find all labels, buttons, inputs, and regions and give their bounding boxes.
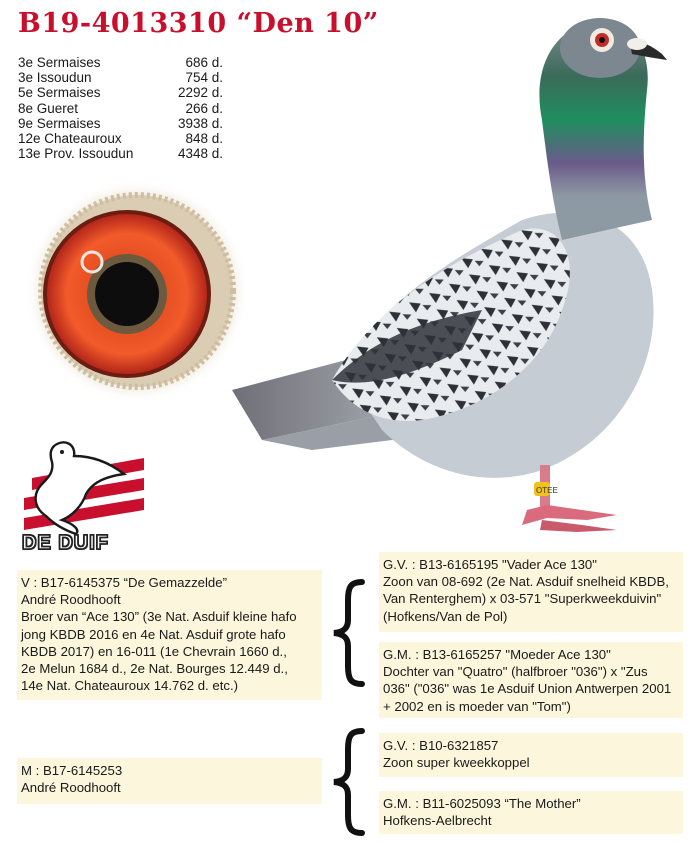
grandparent-line: Van Renterghem) x 03-571 "Superkweekduivin" [383, 591, 662, 607]
curly-brace-icon [328, 578, 372, 688]
father-line: V : B17-6145375 “De Gemazzelde” [21, 575, 227, 590]
result-distance: 754 d. [185, 70, 223, 86]
pedigree-father-box [17, 570, 322, 700]
pigeon-title: B19-4013310 “Den 10” [18, 8, 379, 39]
father-line: André Roodhooft [21, 592, 121, 608]
mother-line: André Roodhooft [21, 780, 121, 796]
father-line: Broer van “Ace 130” (3e Nat. Asduif kleine hafo [21, 609, 297, 625]
grandparent-line: Hofkens-Aelbrecht [383, 813, 492, 829]
pedigree-grandfather-paternal-box [379, 552, 683, 632]
pedigree-grandmother-paternal-box [379, 642, 683, 718]
curly-brace-icon [328, 727, 372, 837]
grandparent-line: + 2002 en is moeder van "Tom") [383, 698, 571, 714]
result-distance: 4348 d. [177, 146, 223, 162]
grandparent-line: G.M. : B13-6165257 "Moeder Ace 130" [383, 647, 611, 662]
result-row [18, 131, 223, 146]
grandparent-line: G.V. : B13-6165195 "Vader Ace 130" [383, 557, 597, 572]
result-row [18, 85, 223, 100]
result-place: 5e Sermaises [18, 85, 101, 101]
grandparent-line: Zoon van 08-692 (2e Nat. Asduif snelheid KBDB, [383, 574, 669, 590]
result-place: 12e Chateauroux [18, 131, 122, 147]
result-row [18, 101, 223, 116]
grandparent-line: G.V. : B10-6321857 [383, 738, 499, 753]
result-distance: 266 d. [185, 100, 223, 116]
result-distance: 2292 d. [177, 85, 223, 101]
result-distance: 3938 d. [177, 115, 223, 131]
pigeon-photo [222, 10, 692, 540]
result-place: 3e Issoudun [18, 70, 92, 86]
result-row [18, 116, 223, 131]
result-place: 9e Sermaises [18, 115, 101, 131]
pedigree-mother-box [17, 758, 322, 804]
pedigree-grandmother-maternal-box [379, 791, 683, 834]
mother-line: M : B17-6145253 [21, 763, 123, 778]
results-list [18, 55, 223, 161]
result-distance: 848 d. [185, 131, 223, 147]
result-place: 13e Prov. Issoudun [18, 146, 134, 162]
grandparent-line: G.M. : B11-6025093 “The Mother” [383, 796, 581, 811]
pedigree-grandfather-maternal-box [379, 733, 683, 777]
grandparent-line: (Hofkens/Van de Pol) [383, 608, 508, 624]
father-line: KBDB 2017) en 16-011 (1e Chevrain 1660 d., [21, 643, 287, 659]
de-duif-logo-text: DE DUIF [22, 532, 109, 554]
result-row [18, 70, 223, 85]
grandparent-line: Zoon super kweekkoppel [383, 755, 530, 771]
result-place: 3e Sermaises [18, 55, 101, 70]
grandparent-line: 036" ("036" was 1e Asduif Union Antwerpen 2001 [383, 681, 672, 697]
pigeon-eye-image [24, 178, 250, 404]
ring-label: OTEE [536, 486, 558, 495]
father-line: 2e Melun 1684 d., 2e Nat. Bourges 12.449 d., [21, 661, 288, 677]
result-row [18, 146, 223, 161]
result-distance: 686 d. [185, 55, 223, 70]
result-row [18, 55, 223, 70]
father-line: jong KBDB 2016 en 4e Nat. Asduif grote hafo [21, 626, 286, 642]
grandparent-line: Dochter van "Quatro" (halfbroer "036") x "Zus [383, 664, 648, 680]
result-place: 8e Gueret [18, 100, 79, 116]
father-line: 14e Nat. Chateauroux 14.762 d. etc.) [21, 678, 239, 694]
